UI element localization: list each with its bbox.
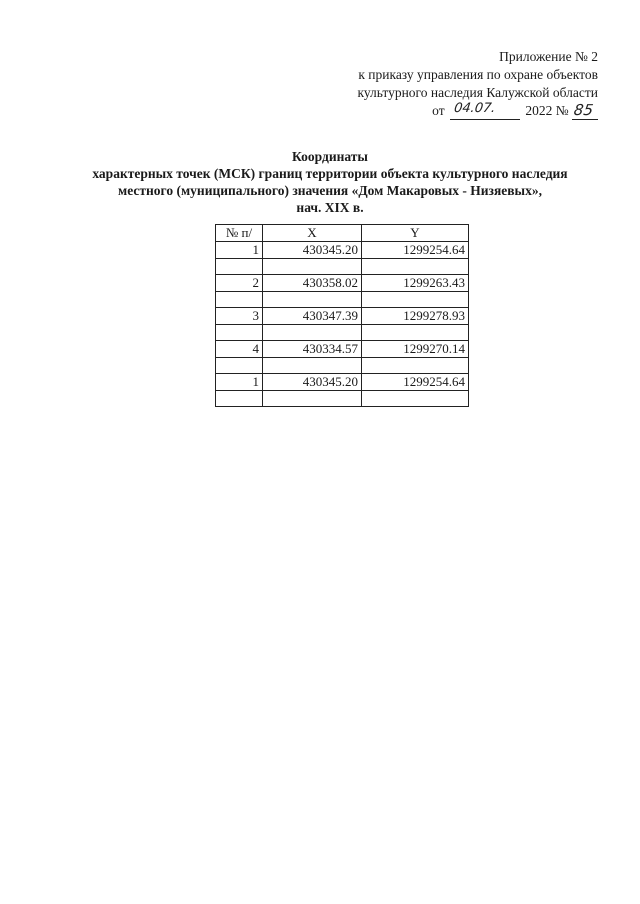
title-line-4: нач. XIX в.	[296, 200, 364, 215]
header-number: № п/	[216, 225, 263, 242]
empty-cell	[216, 391, 263, 407]
empty-cell	[362, 259, 469, 275]
coordinates-table	[215, 224, 469, 407]
table-spacer-row	[216, 259, 469, 275]
table-spacer-row	[216, 391, 469, 407]
cell-number: 1	[216, 374, 263, 391]
cell-number: 3	[216, 308, 263, 325]
date-prefix: от	[432, 103, 445, 118]
title-line-2: характерных точек (МСК) границ территории объекта культурного наследия	[92, 166, 568, 181]
number-field	[572, 101, 598, 120]
cell-x: 430358.02	[263, 275, 362, 292]
title-line-1: Координаты	[292, 149, 368, 164]
appendix-date-line	[357, 102, 598, 120]
appendix-line-2: к приказу управления по охране объектов	[358, 67, 598, 82]
empty-cell	[263, 325, 362, 341]
header-y: Y	[362, 225, 469, 242]
cell-number: 4	[216, 341, 263, 358]
empty-cell	[263, 292, 362, 308]
table-row	[216, 242, 469, 259]
document-title	[60, 148, 600, 216]
table-row	[216, 308, 469, 325]
cell-number: 2	[216, 275, 263, 292]
empty-cell	[362, 325, 469, 341]
cell-x: 430345.20	[263, 374, 362, 391]
cell-y: 1299278.93	[362, 308, 469, 325]
cell-y: 1299254.64	[362, 242, 469, 259]
appendix-line-3: культурного наследия Калужской области	[357, 85, 598, 100]
cell-x: 430347.39	[263, 308, 362, 325]
cell-y: 1299270.14	[362, 341, 469, 358]
empty-cell	[263, 259, 362, 275]
table-spacer-row	[216, 325, 469, 341]
empty-cell	[263, 358, 362, 374]
date-field	[450, 101, 520, 120]
handwritten-number: 85	[572, 101, 595, 119]
table-spacer-row	[216, 358, 469, 374]
empty-cell	[362, 391, 469, 407]
empty-cell	[362, 292, 469, 308]
empty-cell	[216, 292, 263, 308]
header-x: X	[263, 225, 362, 242]
empty-cell	[263, 391, 362, 407]
cell-y: 1299254.64	[362, 374, 469, 391]
cell-y: 1299263.43	[362, 275, 469, 292]
cell-x: 430334.57	[263, 341, 362, 358]
table-spacer-row	[216, 292, 469, 308]
year-label: 2022 №	[525, 103, 569, 118]
cell-x: 430345.20	[263, 242, 362, 259]
empty-cell	[216, 325, 263, 341]
table-header-row	[216, 225, 469, 242]
handwritten-date: 04.07.	[453, 101, 497, 116]
appendix-header	[357, 48, 598, 120]
table-row	[216, 374, 469, 391]
empty-cell	[216, 358, 263, 374]
table-row	[216, 341, 469, 358]
empty-cell	[216, 259, 263, 275]
appendix-line-1: Приложение № 2	[499, 49, 598, 64]
empty-cell	[362, 358, 469, 374]
cell-number: 1	[216, 242, 263, 259]
title-line-3: местного (муниципального) значения «Дом Макаровых - Низяевых»,	[118, 183, 542, 198]
table-row	[216, 275, 469, 292]
